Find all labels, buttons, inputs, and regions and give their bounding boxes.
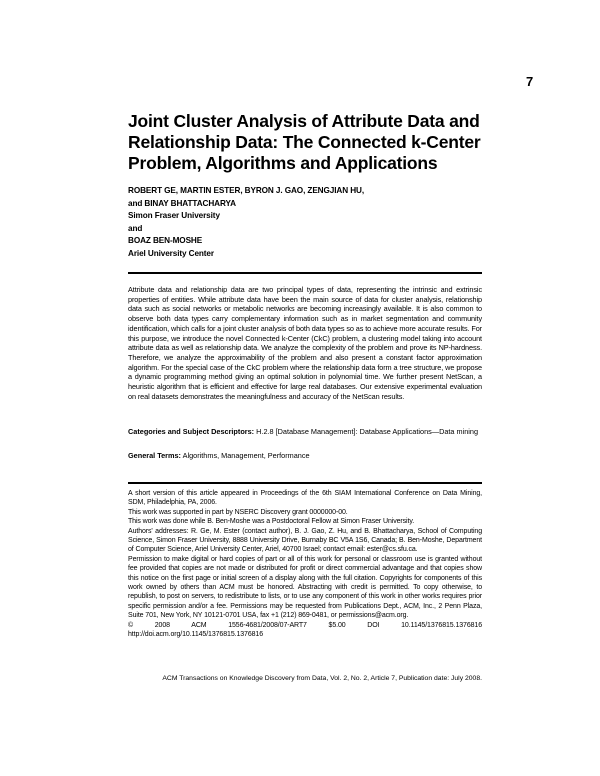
author-conjunction: and <box>128 223 143 233</box>
general-terms <box>128 451 482 461</box>
author-names: BOAZ BEN-MOSHE <box>128 236 203 245</box>
footnote: Permission to make digital or hard copies of part or all of this work for personal or classroom use is granted without fee provided that copies are not made or distributed for profit or direct commercial advantage and that copies show this notice on the first page or initial screen of a display along with the full citation. Copyrights for components of this work owned by others than ACM must be honored. Abstracting with credit is permitted. To copy otherwise, to republish, to post on servers, to redistribute to lists, or to use any component of this work in other works requires prior specific permission and/or a fee. Permissions may be requested from Publications Dept., ACM, Inc., 2 Penn Plaza, Suite 701, New York, NY 10121-0701 USA, fax +1 (212) 869-0481, or permissions@acm.org. <box>128 555 482 620</box>
footnote: A short version of this article appeared in Proceedings of the 6th SIAM International Conference on Data Mining, SDM, Philadelphia, PA, 2006. <box>128 490 482 507</box>
categories-text: H.2.8 [Database Management]: Database Applications—Data mining <box>256 427 479 436</box>
title-line: Relationship Data: The Connected k-Center <box>128 132 481 152</box>
page-number: 7 <box>526 74 534 89</box>
footnotes <box>128 489 482 640</box>
title-line: Joint Cluster Analysis of Attribute Data and <box>128 111 480 131</box>
footnote: This work was done while B. Ben-Moshe was a Postdoctoral Fellow at Simon Fraser University. <box>128 518 415 526</box>
author-names: and BINAY BHATTACHARYA <box>128 198 236 208</box>
author-affiliation: Ariel University Center <box>128 248 214 258</box>
categories-descriptors <box>128 427 482 437</box>
author-block <box>128 186 488 261</box>
general-terms-label: General Terms: <box>128 451 181 460</box>
journal-footer: ACM Transactions on Knowledge Discovery from Data, Vol. 2, No. 2, Article 7, Publication date: July 2008. <box>162 675 482 682</box>
divider <box>128 482 482 484</box>
footnote: © 2008 ACM 1556-4681/2008/07-ART7 $5.00 DOI 10.1145/1376815.1376816 http://doi.acm.org/10.1145/1376815.1376816 <box>128 621 482 639</box>
abstract: Attribute data and relationship data are two principal types of data, representing the intrinsic and extrinsic properties of entities. While attribute data have been the main source of data for cluster analysis, relationship data such as social networks or metabolic networks are becoming increasingly available. It is also common to observe both data types carry complementary information such as in market segmentation and community identification, which calls for a joint cluster analysis of both data types so as to achieve more accurate results. For this purpose, we introduce the novel Connected k-Center (CkC) problem, a clustering model taking into account attribute data as well as relationship data. We analyze the complexity of the problem and prove its NP-hardness. Therefore, we analyze the approximability of the problem and also present a constant factor approximation algorithm. For the special case of the CkC problem where the relationship data form a tree structure, we propose a dynamic programming method giving an optimal solution in polynomial time. We further present NetScan, a heuristic algorithm that is efficient and effective for large real databases. Our extensive experimental evaluation on real datasets demonstrates the meaningfulness and accuracy of the NetScan results. <box>128 285 482 401</box>
author-affiliation: Simon Fraser University <box>128 211 220 220</box>
author-names: ROBERT GE, MARTIN ESTER, BYRON J. GAO, ZENGJIAN HU, <box>128 186 364 195</box>
general-terms-text: Algorithms, Management, Performance <box>182 451 310 460</box>
divider <box>128 272 482 274</box>
footnote: Authors' addresses: R. Ge, M. Ester (contact author), B. J. Gao, Z. Hu, and B. Bhattacharya, School of Computing Science, Simon Fraser University, 8888 University Drive, Burnaby BC V5A 1S6, Canada; B. Ben-Moshe, Department of Computer Science, Ariel University Center, Ariel, 40700 Israel; contact email: ester@cs.sfu.ca. <box>128 527 482 554</box>
title-line: Problem, Algorithms and Applications <box>128 153 438 173</box>
categories-label: Categories and Subject Descriptors: <box>128 427 255 436</box>
footnote: This work was supported in part by NSERC Discovery grant 0000000-00. <box>128 508 348 516</box>
paper-title <box>128 111 488 174</box>
